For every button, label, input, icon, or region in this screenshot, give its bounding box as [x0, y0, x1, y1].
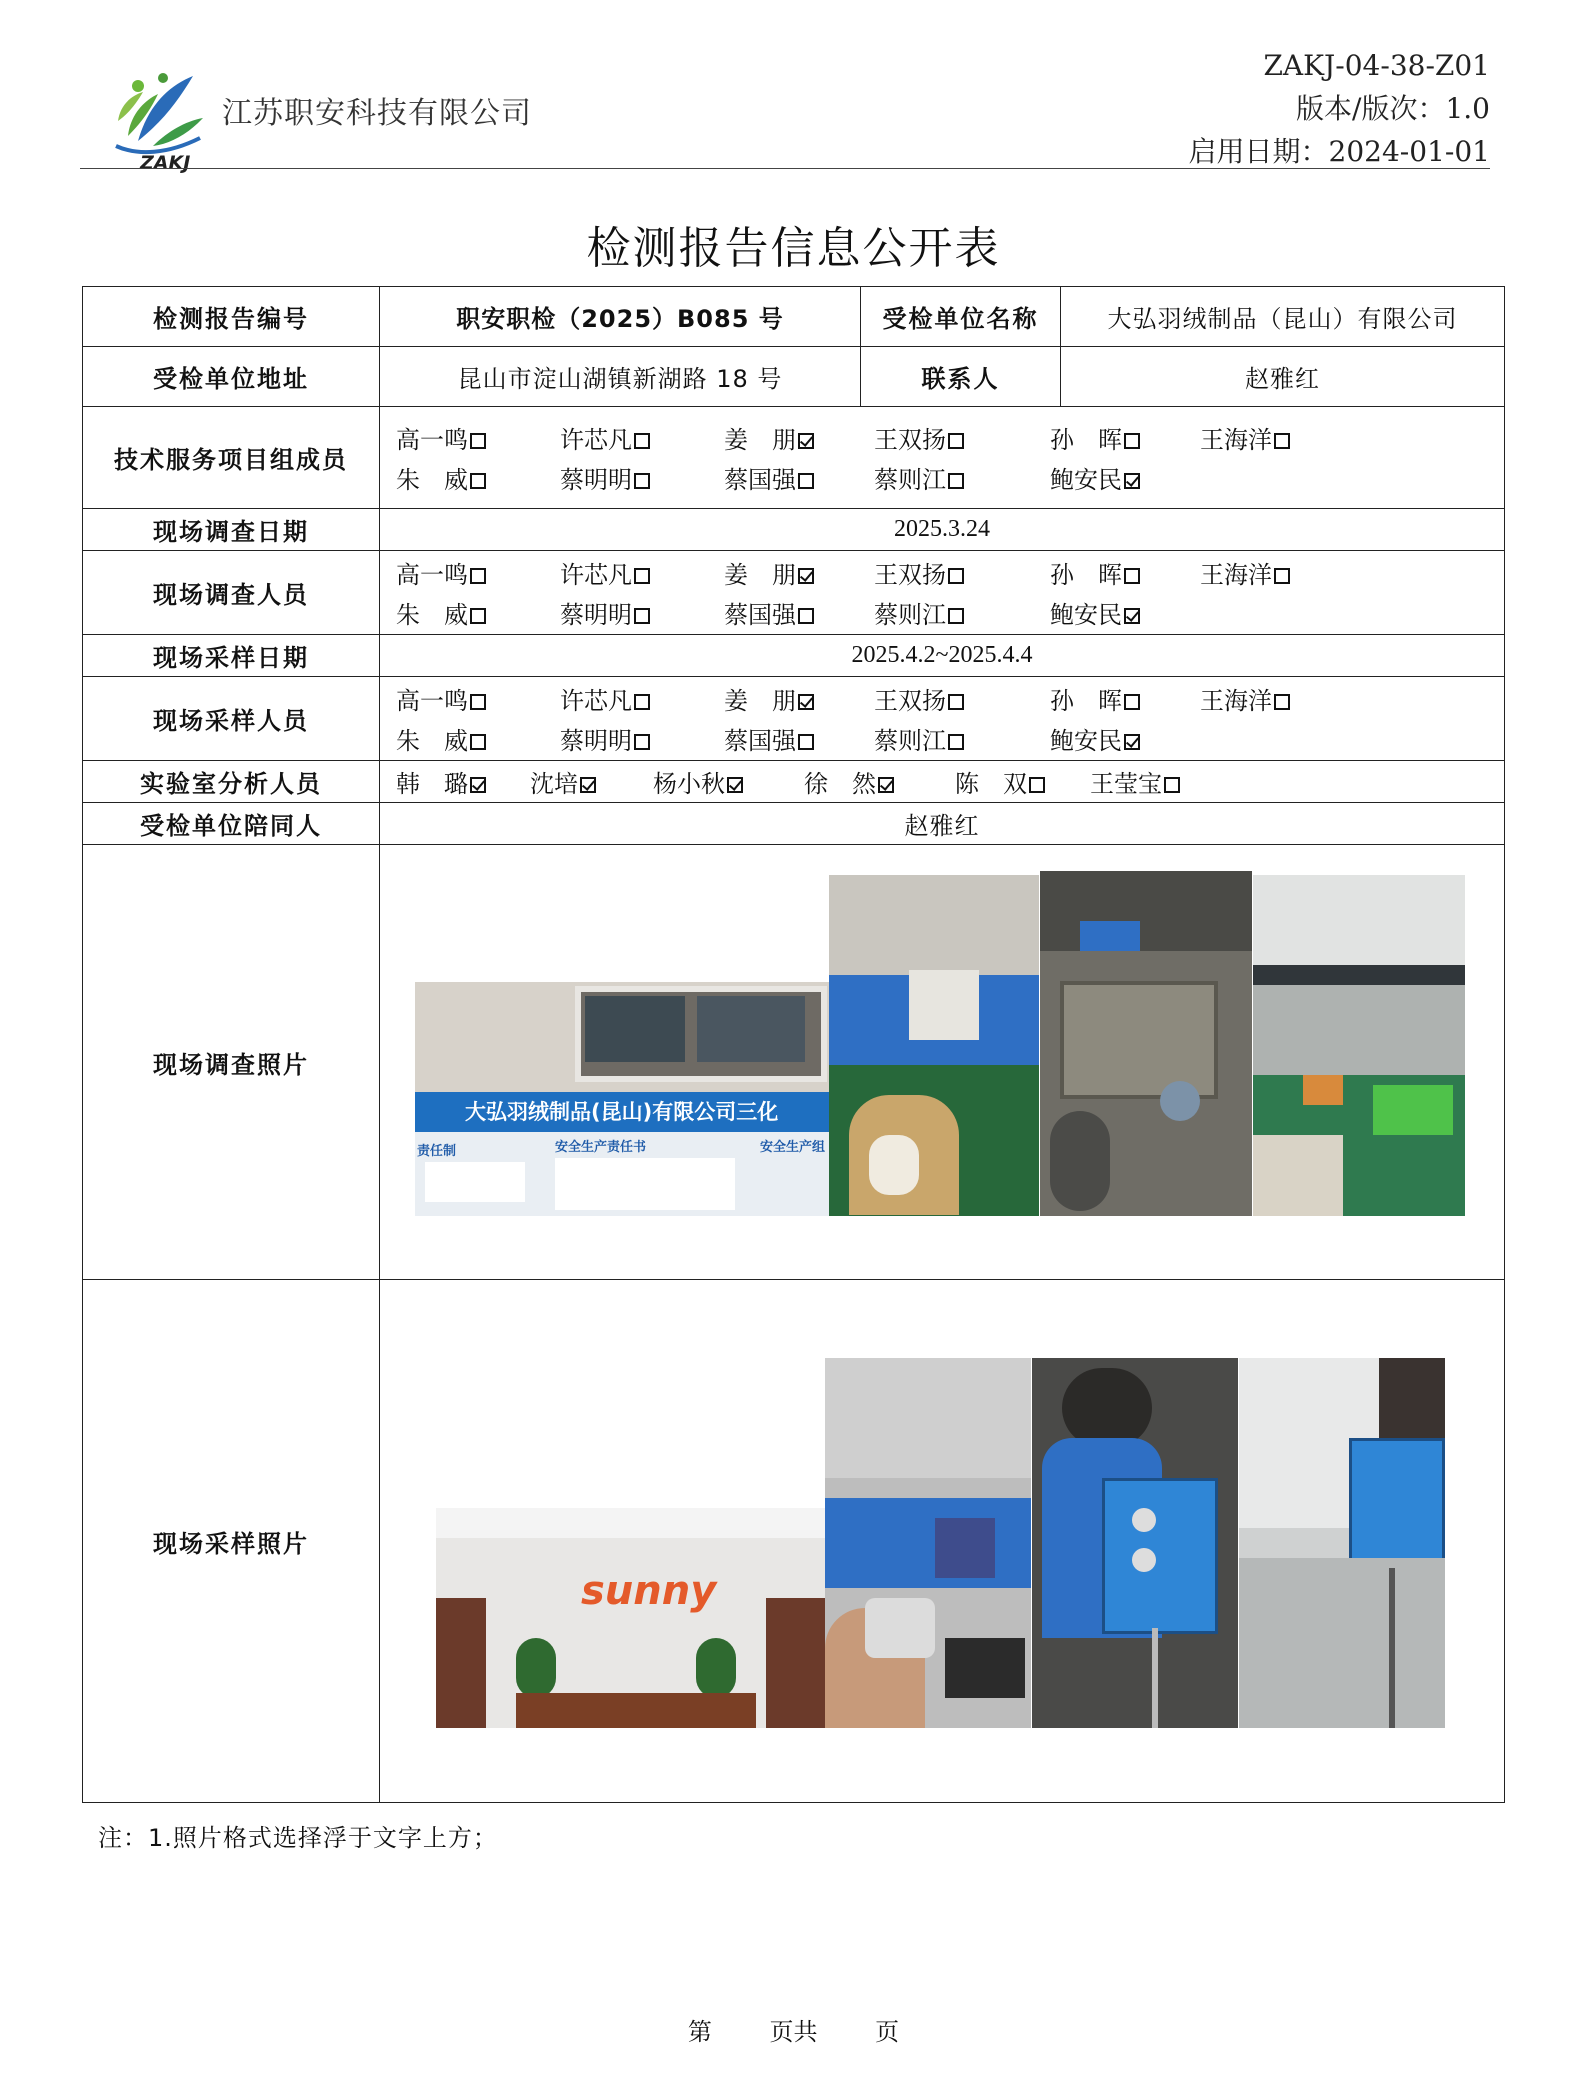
sampling-staff-list: [380, 677, 1505, 761]
survey-photo-machines: [829, 875, 1039, 1216]
person-name: 鲍安民: [1050, 727, 1122, 755]
person-name: 蔡则江: [874, 466, 946, 494]
person-name: 高一鸣: [396, 687, 468, 715]
header-divider: [80, 168, 1490, 169]
person-entry: [1090, 764, 1220, 799]
person-entry: [724, 420, 874, 455]
person-name: 蔡明明: [560, 601, 632, 629]
person-name: 蔡则江: [874, 727, 946, 755]
person-name: 高一鸣: [396, 426, 468, 454]
survey-photos-label: 现场调查照片: [83, 845, 380, 1280]
members-list: [380, 407, 1505, 509]
unchecked-box-icon[interactable]: [948, 433, 964, 449]
sampling-photo-lobby: [436, 1508, 825, 1728]
contact: 赵雅红: [1061, 347, 1505, 407]
person-entry: [396, 555, 560, 590]
sampling-photos-label: 现场采样照片: [83, 1280, 380, 1803]
unchecked-box-icon[interactable]: [798, 734, 814, 750]
lab-staff-label: 实验室分析人员: [83, 761, 380, 803]
unchecked-box-icon[interactable]: [1124, 433, 1140, 449]
logo-text: ZAKJ: [140, 152, 191, 174]
footer-page: 第: [687, 2018, 712, 2046]
checked-box-icon[interactable]: [798, 694, 814, 710]
survey-date: 2025.3.24: [380, 509, 1505, 551]
person-name: 孙 晖: [1050, 687, 1122, 715]
address: 昆山市淀山湖镇新湖路 18 号: [380, 347, 861, 407]
unchecked-box-icon[interactable]: [470, 694, 486, 710]
unchecked-box-icon[interactable]: [634, 694, 650, 710]
person-name: 王海洋: [1200, 687, 1272, 715]
person-name: 高一鸣: [396, 561, 468, 589]
person-entry: [955, 764, 1090, 799]
person-name: 蔡国强: [724, 727, 796, 755]
person-entry: [874, 460, 1050, 495]
survey-photo-sign: [415, 982, 829, 1216]
person-name: 姜 朋: [724, 426, 796, 454]
unchecked-box-icon[interactable]: [1274, 694, 1290, 710]
unchecked-box-icon[interactable]: [634, 473, 650, 489]
person-entry: [1200, 555, 1350, 590]
person-entry: [560, 681, 724, 716]
sign-item2: 安全生产责任书: [555, 1140, 647, 1155]
unchecked-box-icon[interactable]: [798, 473, 814, 489]
unchecked-box-icon[interactable]: [634, 734, 650, 750]
person-entry: [396, 681, 560, 716]
person-entry: [874, 681, 1050, 716]
page-footer: [0, 2012, 1587, 2047]
person-name: 蔡明明: [560, 466, 632, 494]
unchecked-box-icon[interactable]: [634, 608, 650, 624]
person-entry: [560, 721, 724, 756]
survey-photo-mold: [1040, 871, 1252, 1216]
unchecked-box-icon[interactable]: [1274, 568, 1290, 584]
survey-staff-label: 现场调查人员: [83, 551, 380, 635]
person-name: 朱 威: [396, 727, 468, 755]
unchecked-box-icon[interactable]: [948, 734, 964, 750]
sampling-photo-meter: [825, 1358, 1031, 1728]
unchecked-box-icon[interactable]: [948, 608, 964, 624]
person-entry: [560, 420, 724, 455]
info-table: [82, 286, 1505, 1803]
unchecked-box-icon[interactable]: [1164, 777, 1180, 793]
unchecked-box-icon[interactable]: [470, 433, 486, 449]
company-logo: [108, 66, 208, 166]
sampling-photo-sampler-1: [1032, 1358, 1238, 1728]
person-name: 徐 然: [804, 770, 876, 798]
person-entry: [874, 595, 1050, 630]
lobby-logo: sunny: [581, 1568, 717, 1614]
person-name: 王双扬: [874, 561, 946, 589]
report-no-label: 检测报告编号: [83, 287, 380, 347]
person-name: 王莹宝: [1090, 770, 1162, 798]
person-name: 蔡明明: [560, 727, 632, 755]
person-entry: [1050, 420, 1200, 455]
person-name: 王海洋: [1200, 561, 1272, 589]
unchecked-box-icon[interactable]: [470, 734, 486, 750]
person-entry: [724, 595, 874, 630]
person-name: 沈培: [530, 770, 578, 798]
lab-staff-list: [380, 761, 1505, 803]
unchecked-box-icon[interactable]: [948, 473, 964, 489]
unchecked-box-icon[interactable]: [470, 568, 486, 584]
person-entry: [560, 555, 724, 590]
unchecked-box-icon[interactable]: [1274, 433, 1290, 449]
doc-version: 版本/版次：1.0: [1296, 92, 1490, 125]
person-entry: [1050, 460, 1200, 495]
person-name: 蔡则江: [874, 601, 946, 629]
escort: 赵雅红: [380, 803, 1505, 845]
person-name: 朱 威: [396, 466, 468, 494]
sign-company-text: 大弘羽绒制品(昆山)有限公司三化: [465, 1100, 779, 1124]
checked-box-icon[interactable]: [1124, 608, 1140, 624]
person-entry: [874, 555, 1050, 590]
page-title: 检测报告信息公开表: [586, 223, 1001, 274]
person-entry: [874, 420, 1050, 455]
person-entry: [396, 595, 560, 630]
checked-box-icon[interactable]: [798, 433, 814, 449]
unchecked-box-icon[interactable]: [634, 433, 650, 449]
sampling-date-label: 现场采样日期: [83, 635, 380, 677]
person-name: 孙 晖: [1050, 561, 1122, 589]
person-name: 许芯凡: [560, 687, 632, 715]
person-entry: [724, 681, 874, 716]
person-name: 蔡国强: [724, 466, 796, 494]
checked-box-icon[interactable]: [1124, 734, 1140, 750]
checked-box-icon[interactable]: [580, 777, 596, 793]
person-entry: [1050, 595, 1200, 630]
person-name: 杨小秋: [653, 770, 725, 798]
person-entry: [396, 721, 560, 756]
checked-box-icon[interactable]: [878, 777, 894, 793]
person-name: 朱 威: [396, 601, 468, 629]
person-entry: [653, 764, 804, 799]
checked-box-icon[interactable]: [470, 777, 486, 793]
page-header: [80, 40, 1490, 174]
person-name: 陈 双: [955, 770, 1027, 798]
footer-end: 页: [875, 2018, 900, 2046]
sign-item1: 责任制: [417, 1144, 457, 1159]
unchecked-box-icon[interactable]: [470, 473, 486, 489]
unchecked-box-icon[interactable]: [948, 568, 964, 584]
survey-date-label: 现场调查日期: [83, 509, 380, 551]
checked-box-icon[interactable]: [727, 777, 743, 793]
person-name: 鲍安民: [1050, 601, 1122, 629]
sampling-staff-label: 现场采样人员: [83, 677, 380, 761]
members-label: 技术服务项目组成员: [83, 407, 380, 509]
person-name: 韩 璐: [396, 770, 468, 798]
person-entry: [1050, 721, 1200, 756]
escort-label: 受检单位陪同人: [83, 803, 380, 845]
person-name: 许芯凡: [560, 561, 632, 589]
address-label: 受检单位地址: [83, 347, 380, 407]
person-entry: [1050, 555, 1200, 590]
footer-mid: 页共: [769, 2018, 818, 2046]
unchecked-box-icon[interactable]: [1124, 694, 1140, 710]
unchecked-box-icon[interactable]: [948, 694, 964, 710]
person-name: 王双扬: [874, 426, 946, 454]
person-name: 王双扬: [874, 687, 946, 715]
person-entry: [396, 460, 560, 495]
person-entry: [1200, 420, 1350, 455]
survey-photo-warehouse: [1253, 875, 1465, 1216]
person-entry: [724, 460, 874, 495]
person-name: 王海洋: [1200, 426, 1272, 454]
contact-label: 联系人: [861, 347, 1061, 407]
person-entry: [1200, 681, 1350, 716]
checked-box-icon[interactable]: [1124, 473, 1140, 489]
sign-item3: 安全生产组: [760, 1140, 826, 1155]
person-entry: [724, 721, 874, 756]
note: 注：1.照片格式选择浮于文字上方；: [98, 1824, 498, 1852]
unchecked-box-icon[interactable]: [634, 568, 650, 584]
checked-box-icon[interactable]: [798, 568, 814, 584]
survey-photos: [380, 845, 1505, 1280]
person-entry: [874, 721, 1050, 756]
person-entry: [530, 764, 653, 799]
unit-name: 大弘羽绒制品（昆山）有限公司: [1061, 287, 1505, 347]
person-name: 姜 朋: [724, 687, 796, 715]
doc-enable-date: 启用日期：2024-01-01: [1188, 135, 1490, 168]
report-no: 职安职检（2025）B085 号: [380, 287, 861, 347]
person-entry: [1050, 681, 1200, 716]
person-name: 姜 朋: [724, 561, 796, 589]
sampling-photos: [380, 1280, 1505, 1803]
person-name: 蔡国强: [724, 601, 796, 629]
doc-code: ZAKJ-04-38-Z01: [1263, 49, 1490, 82]
person-name: 鲍安民: [1050, 466, 1122, 494]
person-entry: [396, 420, 560, 455]
person-entry: [396, 764, 530, 799]
doc-meta: [1189, 44, 1490, 173]
unchecked-box-icon[interactable]: [1029, 777, 1045, 793]
person-entry: [804, 764, 955, 799]
person-entry: [724, 555, 874, 590]
unit-name-label: 受检单位名称: [861, 287, 1061, 347]
person-name: 许芯凡: [560, 426, 632, 454]
person-name: 孙 晖: [1050, 426, 1122, 454]
person-entry: [560, 595, 724, 630]
company-name: 江苏职安科技有限公司: [222, 96, 532, 131]
unchecked-box-icon[interactable]: [470, 608, 486, 624]
unchecked-box-icon[interactable]: [1124, 568, 1140, 584]
person-entry: [560, 460, 724, 495]
unchecked-box-icon[interactable]: [798, 608, 814, 624]
sampling-date: 2025.4.2~2025.4.4: [380, 635, 1505, 677]
sampling-photo-sampler-2: [1239, 1358, 1445, 1728]
survey-staff-list: [380, 551, 1505, 635]
